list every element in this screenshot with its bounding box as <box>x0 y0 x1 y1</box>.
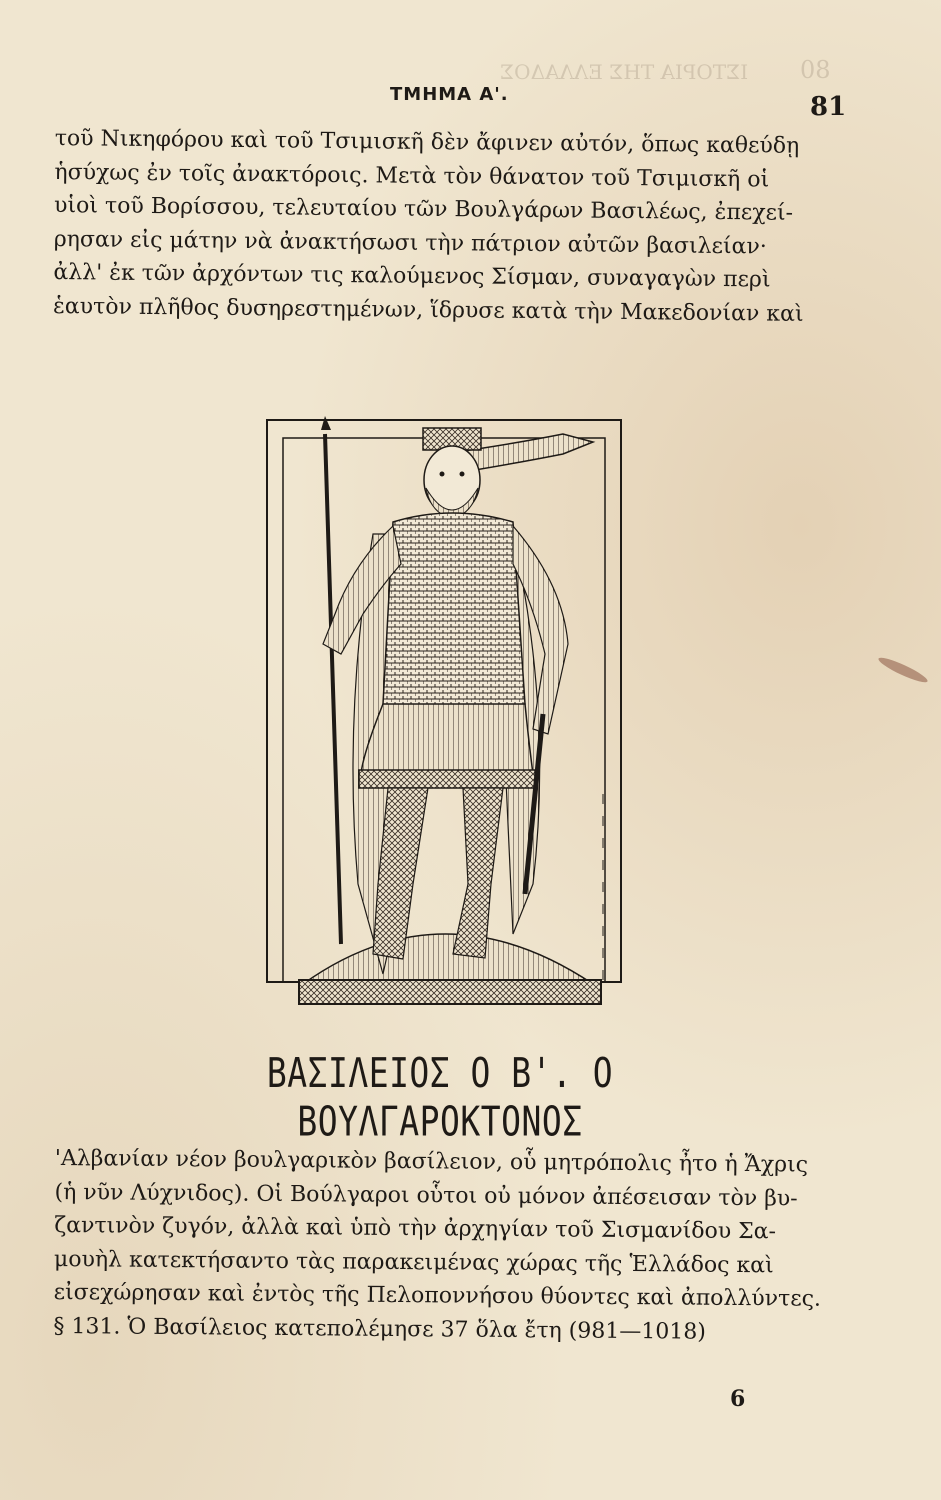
paragraph-top <box>53 122 845 331</box>
bleed-through-heading: ΙΣΤΟΡΙΑ ΤΗΣ ΕΛΛΑΔΟΣ <box>500 60 749 84</box>
bleed-through-number: 80 <box>800 56 831 84</box>
text-line: ρησαν εἰς μάτην νὰ ἀνακτήσωσι τὴν πάτριον αὐτῶν βασιλείαν· <box>53 226 767 259</box>
text-line: ἀλλ' ἐκ τῶν ἀρχόντων τις καλούμενος Σίσμαν, συναγαγὼν περὶ <box>53 259 771 293</box>
ink-stain <box>876 654 929 686</box>
text-line: εἰσεχώρησαν καὶ ἐντὸς τῆς Πελοποννήσου θύοντες καὶ ἀπολλύντες. <box>53 1279 822 1312</box>
paragraph-bottom <box>53 1142 845 1350</box>
text-line: υἱοὶ τοῦ Βορίσσου, τελευταίου τῶν Βουλγάρων Βασιλέως, ἐπεχεί- <box>53 192 794 226</box>
text-line: § 131. Ὁ Βασίλειος κατεπολέμησε 37 ὅλα ἔτη (981—1018) <box>53 1313 706 1345</box>
text-line: ἡσύχως ἐν τοῖς ἀνακτόροις. Μετὰ τὸν θάνατον τοῦ Τσιμισκῆ οἱ <box>54 159 770 192</box>
text-line: μουὴλ κατεκτήσαντο τὰς παρακειμένας χώρας τῆς Ἑλλάδος καὶ <box>53 1246 774 1278</box>
text-line: ἑαυτὸν πλῆθος δυσηρεστημένων, ἵδρυσε κατὰ τὴν Μακεδονίαν καὶ <box>52 293 804 327</box>
section-header: ΤΜΗΜΑ Α'. <box>390 84 509 105</box>
text-line: τοῦ Νικηφόρου καὶ τοῦ Τσιμισκῆ δὲν ἄφινεν αὐτόν, ὅπως καθεύδῃ <box>54 125 800 159</box>
text-line: 'Αλβανίαν νέον βουλγαρικὸν βασίλειον, οὗ μητρόπολις ἦτο ἡ Ἄχρις <box>54 1145 809 1178</box>
page-number: 81 <box>810 92 847 122</box>
engraving-basil-ii <box>263 414 627 1010</box>
text-line: (ἡ νῦν Λύχνιδος). Οἱ Βούλγαροι οὗτοι οὐ μόνον ἀπέσεισαν τὸν βυ- <box>54 1179 798 1211</box>
figure-caption: ΒΑΣΙΛΕΙΟΣ Ο Β'. Ο ΒΟΥΛΓΑΡΟΚΤΟΝΟΣ <box>266 1048 614 1146</box>
signature-mark: 6 <box>730 1386 746 1412</box>
text-line: ζαντινὸν ζυγόν, ἀλλὰ καὶ ὑπὸ τὴν ἀρχηγίαν τοῦ Σισμανίδου Σα- <box>54 1212 777 1245</box>
